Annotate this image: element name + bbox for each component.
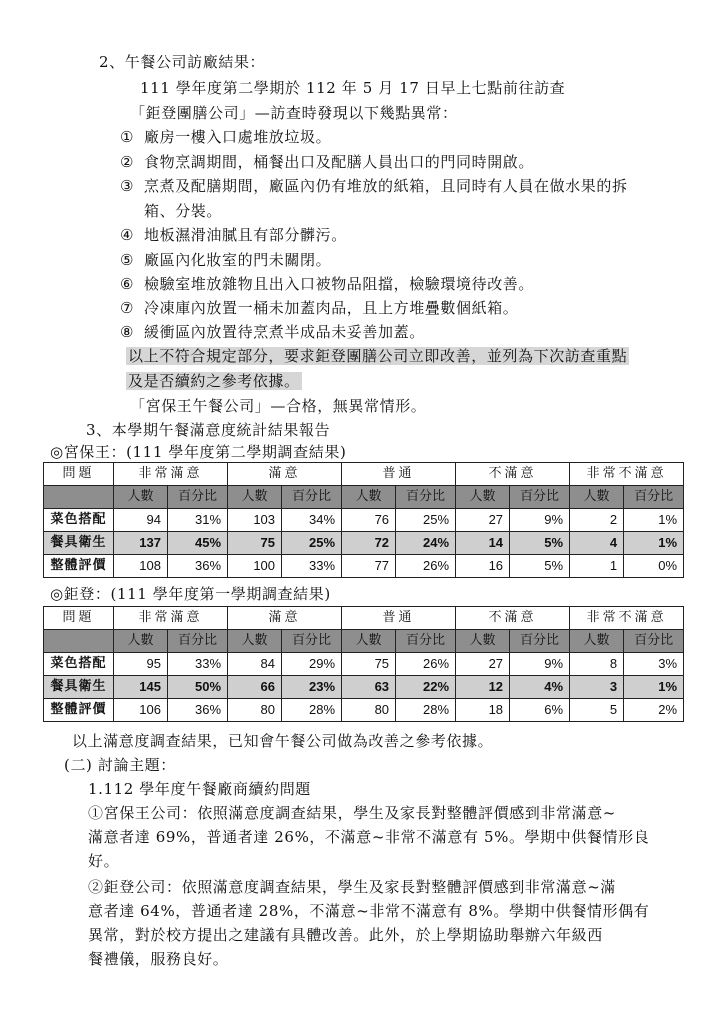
list-item: ⑤ 廠區內化妝室的門未關閉。 xyxy=(120,251,332,269)
discussion-paragraph-line: 好。 xyxy=(88,852,120,870)
discussion-paragraph-line: ①宮保王公司：依照滿意度調查結果，學生及家長對整體評價感到非常滿意~ xyxy=(88,804,616,822)
table-row xyxy=(44,555,684,578)
row-label: 菜色搭配 xyxy=(44,509,114,532)
table-cell: 5% xyxy=(510,532,570,555)
section-heading: 3、本學期午餐滿意度統計結果報告 xyxy=(86,421,331,439)
table-cell: 75 xyxy=(228,532,282,555)
table-cell: 106 xyxy=(114,699,168,722)
table-cell: 137 xyxy=(114,532,168,555)
column-header: 滿意 xyxy=(228,463,342,486)
discussion-paragraph-line: 滿意者達 69%，普通者達 26%，不滿意~非常不滿意有 5%。學期中供餐情形良 xyxy=(88,828,650,846)
table-cell: 18 xyxy=(456,699,510,722)
table-cell: 5 xyxy=(570,699,624,722)
table-cell: 66 xyxy=(228,676,282,699)
column-header: 不滿意 xyxy=(456,607,570,630)
sub-header: 百分比 xyxy=(624,486,684,509)
table-cell: 16 xyxy=(456,555,510,578)
highlighted-conclusion: 以上不符合規定部分，要求鉅登團膳公司立即改善，並列為下次訪查重點 xyxy=(128,347,628,365)
table-cell: 29% xyxy=(282,653,342,676)
table-row xyxy=(44,676,684,699)
table-cell: 8 xyxy=(570,653,624,676)
table-cell: 1% xyxy=(624,532,684,555)
table-cell: 77 xyxy=(342,555,396,578)
list-item-continuation: 箱、分裝。 xyxy=(144,202,223,220)
table-cell: 3% xyxy=(624,653,684,676)
discussion-paragraph-line: ②鉅登公司：依照滿意度調查結果，學生及家長對整體評價感到非常滿意~滿 xyxy=(88,878,616,896)
table-cell: 26% xyxy=(396,555,456,578)
table-caption: ◎鉅登：(111 學年度第一學期調查結果) xyxy=(50,585,331,603)
sub-header: 百分比 xyxy=(282,630,342,653)
table-cell: 80 xyxy=(342,699,396,722)
table-row xyxy=(44,532,684,555)
table-cell: 9% xyxy=(510,509,570,532)
table-cell: 9% xyxy=(510,653,570,676)
table-cell: 2 xyxy=(570,509,624,532)
sub-header: 人數 xyxy=(342,630,396,653)
table-cell: 24% xyxy=(396,532,456,555)
table-cell: 23% xyxy=(282,676,342,699)
visit-line: 111 學年度第二學期於 112 年 5 月 17 日早上七點前往訪查 xyxy=(140,79,566,97)
column-header: 非常滿意 xyxy=(114,463,228,486)
list-item: ⑧ 緩衝區內放置待烹煮半成品未妥善加蓋。 xyxy=(120,323,425,341)
sub-header: 百分比 xyxy=(510,486,570,509)
column-header: 問題 xyxy=(44,607,114,630)
sub-header: 人數 xyxy=(228,486,282,509)
survey-note: 以上滿意度調查結果，已知會午餐公司做為改善之參考依據。 xyxy=(72,732,494,750)
sub-header: 人數 xyxy=(114,630,168,653)
table-cell: 28% xyxy=(396,699,456,722)
sub-header: 百分比 xyxy=(396,630,456,653)
sub-header: 百分比 xyxy=(510,630,570,653)
table-cell: 63 xyxy=(342,676,396,699)
sub-header: 人數 xyxy=(570,486,624,509)
table-cell: 95 xyxy=(114,653,168,676)
table-cell: 6% xyxy=(510,699,570,722)
sub-header: 人數 xyxy=(570,630,624,653)
table-cell: 72 xyxy=(342,532,396,555)
satisfaction-table xyxy=(43,606,684,722)
sub-header: 人數 xyxy=(456,630,510,653)
table-cell: 84 xyxy=(228,653,282,676)
table-cell: 145 xyxy=(114,676,168,699)
list-item: ④ 地板濕滑油膩且有部分髒污。 xyxy=(120,226,347,244)
table-cell: 100 xyxy=(228,555,282,578)
table-cell: 94 xyxy=(114,509,168,532)
discussion-topic: 1.112 學年度午餐廠商續約問題 xyxy=(88,780,311,798)
row-label: 餐具衛生 xyxy=(44,676,114,699)
table-cell: 1% xyxy=(624,676,684,699)
table-cell: 1% xyxy=(624,509,684,532)
table-row xyxy=(44,699,684,722)
table-cell: 50% xyxy=(168,676,228,699)
table-cell: 4% xyxy=(510,676,570,699)
table-cell: 25% xyxy=(282,532,342,555)
row-label: 整體評價 xyxy=(44,555,114,578)
highlighted-conclusion: 及是否續約之參考依據。 xyxy=(128,372,300,390)
sub-header: 人數 xyxy=(114,486,168,509)
table-cell: 27 xyxy=(456,653,510,676)
table-cell: 5% xyxy=(510,555,570,578)
list-item: ⑦ 冷凍庫內放置一桶未加蓋肉品，且上方堆疊數個紙箱。 xyxy=(120,299,519,317)
table-cell: 31% xyxy=(168,509,228,532)
table-cell: 34% xyxy=(282,509,342,532)
list-item: ② 食物烹調期間，桶餐出口及配膳人員出口的門同時開啟。 xyxy=(120,153,535,171)
sub-header: 人數 xyxy=(342,486,396,509)
table-cell: 1 xyxy=(570,555,624,578)
inspection-intro: 「鉅登團膳公司」—訪查時發現以下幾點異常： xyxy=(130,104,458,122)
column-header: 非常不滿意 xyxy=(570,607,684,630)
table-row xyxy=(44,653,684,676)
table-row xyxy=(44,509,684,532)
sub-header: 百分比 xyxy=(624,630,684,653)
sub-header: 百分比 xyxy=(168,486,228,509)
table-cell: 33% xyxy=(282,555,342,578)
list-item: ① 廠房一樓入口處堆放垃圾。 xyxy=(120,128,332,146)
column-header: 普通 xyxy=(342,463,456,486)
sub-header: 百分比 xyxy=(396,486,456,509)
table-cell: 3 xyxy=(570,676,624,699)
list-item: ⑥ 檢驗室堆放雜物且出入口被物品阻擋，檢驗環境待改善。 xyxy=(120,275,535,293)
table-cell: 28% xyxy=(282,699,342,722)
column-header: 非常滿意 xyxy=(114,607,228,630)
table-cell: 36% xyxy=(168,555,228,578)
row-label: 菜色搭配 xyxy=(44,653,114,676)
sub-header: 百分比 xyxy=(168,630,228,653)
table-cell: 33% xyxy=(168,653,228,676)
column-header: 不滿意 xyxy=(456,463,570,486)
sub-header: 人數 xyxy=(228,630,282,653)
column-header: 非常不滿意 xyxy=(570,463,684,486)
table-cell: 108 xyxy=(114,555,168,578)
table-cell: 25% xyxy=(396,509,456,532)
table-caption: ◎宮保王：(111 學年度第二學期調查結果) xyxy=(50,443,347,461)
discussion-paragraph-line: 異常，對於校方提出之建議有具體改善。此外，於上學期協助舉辦六年級西 xyxy=(88,926,603,944)
table-cell: 27 xyxy=(456,509,510,532)
sub-header: 人數 xyxy=(456,486,510,509)
table-cell: 36% xyxy=(168,699,228,722)
table-cell: 45% xyxy=(168,532,228,555)
table-cell: 0% xyxy=(624,555,684,578)
table-cell: 12 xyxy=(456,676,510,699)
row-label: 整體評價 xyxy=(44,699,114,722)
discussion-heading: (二) 討論主題： xyxy=(64,756,176,774)
table-cell: 26% xyxy=(396,653,456,676)
sub-header-blank xyxy=(44,630,114,653)
other-company-result: 「宮保王午餐公司」—合格，無異常情形。 xyxy=(130,397,427,415)
column-header: 普通 xyxy=(342,607,456,630)
column-header: 問題 xyxy=(44,463,114,486)
table-cell: 76 xyxy=(342,509,396,532)
table-cell: 75 xyxy=(342,653,396,676)
table-cell: 103 xyxy=(228,509,282,532)
table-cell: 4 xyxy=(570,532,624,555)
column-header: 滿意 xyxy=(228,607,342,630)
sub-header-blank xyxy=(44,486,114,509)
table-cell: 14 xyxy=(456,532,510,555)
sub-header: 百分比 xyxy=(282,486,342,509)
section-heading: 2、午餐公司訪廠結果： xyxy=(99,53,266,71)
discussion-paragraph-line: 餐禮儀，服務良好。 xyxy=(88,950,229,968)
satisfaction-table xyxy=(43,462,684,578)
table-cell: 2% xyxy=(624,699,684,722)
row-label: 餐具衛生 xyxy=(44,532,114,555)
table-cell: 80 xyxy=(228,699,282,722)
list-item: ③ 烹煮及配膳期間，廠區內仍有堆放的紙箱，且同時有人員在做水果的拆 xyxy=(120,177,628,195)
table-cell: 22% xyxy=(396,676,456,699)
discussion-paragraph-line: 意者達 64%，普通者達 28%，不滿意~非常不滿意有 8%。學期中供餐情形偶有 xyxy=(88,902,650,920)
